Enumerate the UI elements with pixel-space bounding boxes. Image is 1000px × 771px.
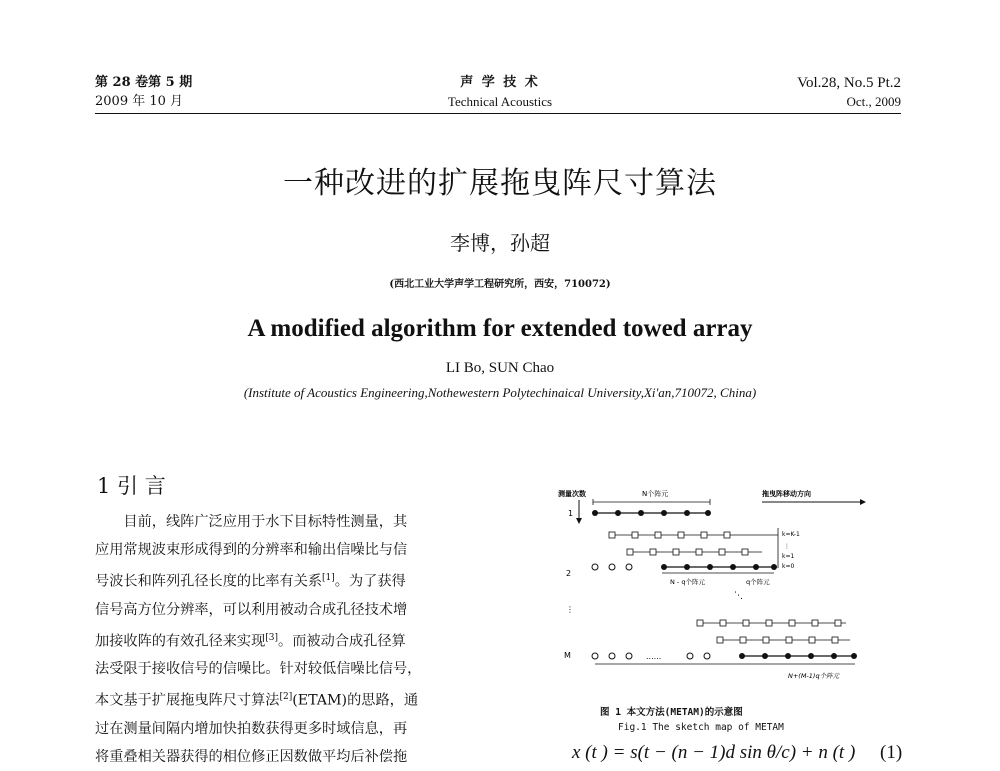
row-label: 2 [566, 569, 572, 578]
direction-arrowhead [860, 499, 866, 505]
label-direction: 拖曳阵移动方向 [762, 490, 811, 498]
ellipsis-diagonal: ⋱ [734, 591, 743, 601]
row-label: M [564, 651, 571, 660]
journal-name-en: Technical Acoustics [447, 94, 553, 109]
label-total: N+(M-1)q个阵元 [788, 672, 840, 680]
body-line [95, 564, 505, 596]
affiliation-cn: (西北工业大学声学工程研究所，西安，710072) [389, 279, 611, 290]
figure-1-diagram [550, 480, 880, 690]
row-m-k-rows [697, 620, 850, 643]
figure-caption-en: Fig.1 The sketch map of METAM [618, 722, 784, 733]
body-text-span: 本文基于扩展拖曳阵尺寸算法 [95, 693, 280, 710]
label-n-elements: N个阵元 [642, 490, 669, 498]
paper-title-en: A modified algorithm for extended towed array [247, 315, 753, 342]
k-rows [609, 528, 778, 568]
k-label: ⋮ [784, 543, 790, 550]
row-label: 1 [568, 509, 574, 518]
body-line [95, 624, 505, 656]
body-line: 信号高方位分辨率，可以利用被动合成孔径技术增 [95, 601, 408, 618]
body-text [95, 508, 505, 771]
body-line: 法受限于接收信号的信噪比。针对较低信噪比信号， [95, 661, 422, 678]
figure-caption-cn: 图 1 本文方法(METAM)的示意图 [600, 707, 743, 718]
citation-ref: [2] [279, 692, 293, 703]
measure-axis-arrowhead [576, 518, 582, 524]
body-text-span: 号波长和阵列孔径长度的比率有关系 [95, 573, 323, 590]
row-1-array [592, 510, 711, 516]
authors-en: LI Bo, SUN Chao [445, 360, 555, 376]
journal-name-cn: 声 学 技 术 [460, 75, 540, 90]
citation-ref: [1] [322, 573, 335, 583]
paper-title-cn: 一种改进的扩展拖曳阵尺寸算法 [283, 166, 717, 201]
body-line [95, 683, 505, 715]
k-label: k=K-1 [782, 531, 800, 538]
body-line: 目前，线阵广泛应用于水下目标特性测量，其 [95, 514, 408, 530]
equation-1: x (t ) = s(t − (n − 1)d sin θ/c) + n (t ) [572, 742, 856, 763]
k-label: k=0 [782, 563, 795, 570]
body-line: 应用常规波束形成得到的分辨率和输出信噪比与信 [95, 542, 408, 558]
row-label: ⋮ [566, 605, 574, 614]
date-en: Oct., 2009 [846, 94, 901, 109]
section-heading: 1 引 言 [97, 474, 166, 498]
body-text-span: 。为了获得 [334, 573, 406, 590]
label-q: q个阵元 [746, 578, 770, 586]
citation-ref: [3] [265, 632, 279, 643]
label-n-minus-q: N - q个阵元 [670, 578, 705, 586]
row-m-array [592, 653, 857, 664]
equation-number: (1) [880, 742, 903, 763]
row-2-array [592, 564, 777, 573]
k-label: k=1 [782, 553, 795, 560]
authors-cn: 李博，孙超 [450, 231, 550, 255]
volume-issue-cn: 第 28 卷第 5 期 [95, 75, 193, 90]
header-rule [95, 113, 901, 114]
date-cn: 2009 年 10 月 [95, 94, 184, 109]
label-measure-count: 测量次数 [558, 490, 586, 498]
volume-issue-en: Vol.28, No.5 Pt.2 [797, 75, 901, 91]
body-text-span: 加接收阵的有效孔径来实现 [95, 633, 266, 650]
body-text-span: 。而被动合成孔径算 [278, 633, 406, 650]
body-line: 将重叠相关器获得的相位修正因数做平均后补偿拖 [95, 749, 408, 766]
body-line: 过在测量间隔内增加快拍数获得更多时域信息，再 [95, 721, 408, 738]
ellipsis: ...... [646, 652, 662, 661]
affiliation-en: (Institute of Acoustics Engineering,Nothewestern Polytechinaical University,Xi'an,710072, China) [243, 385, 757, 400]
body-text-span: (ETAM)的思路，通 [292, 693, 419, 710]
